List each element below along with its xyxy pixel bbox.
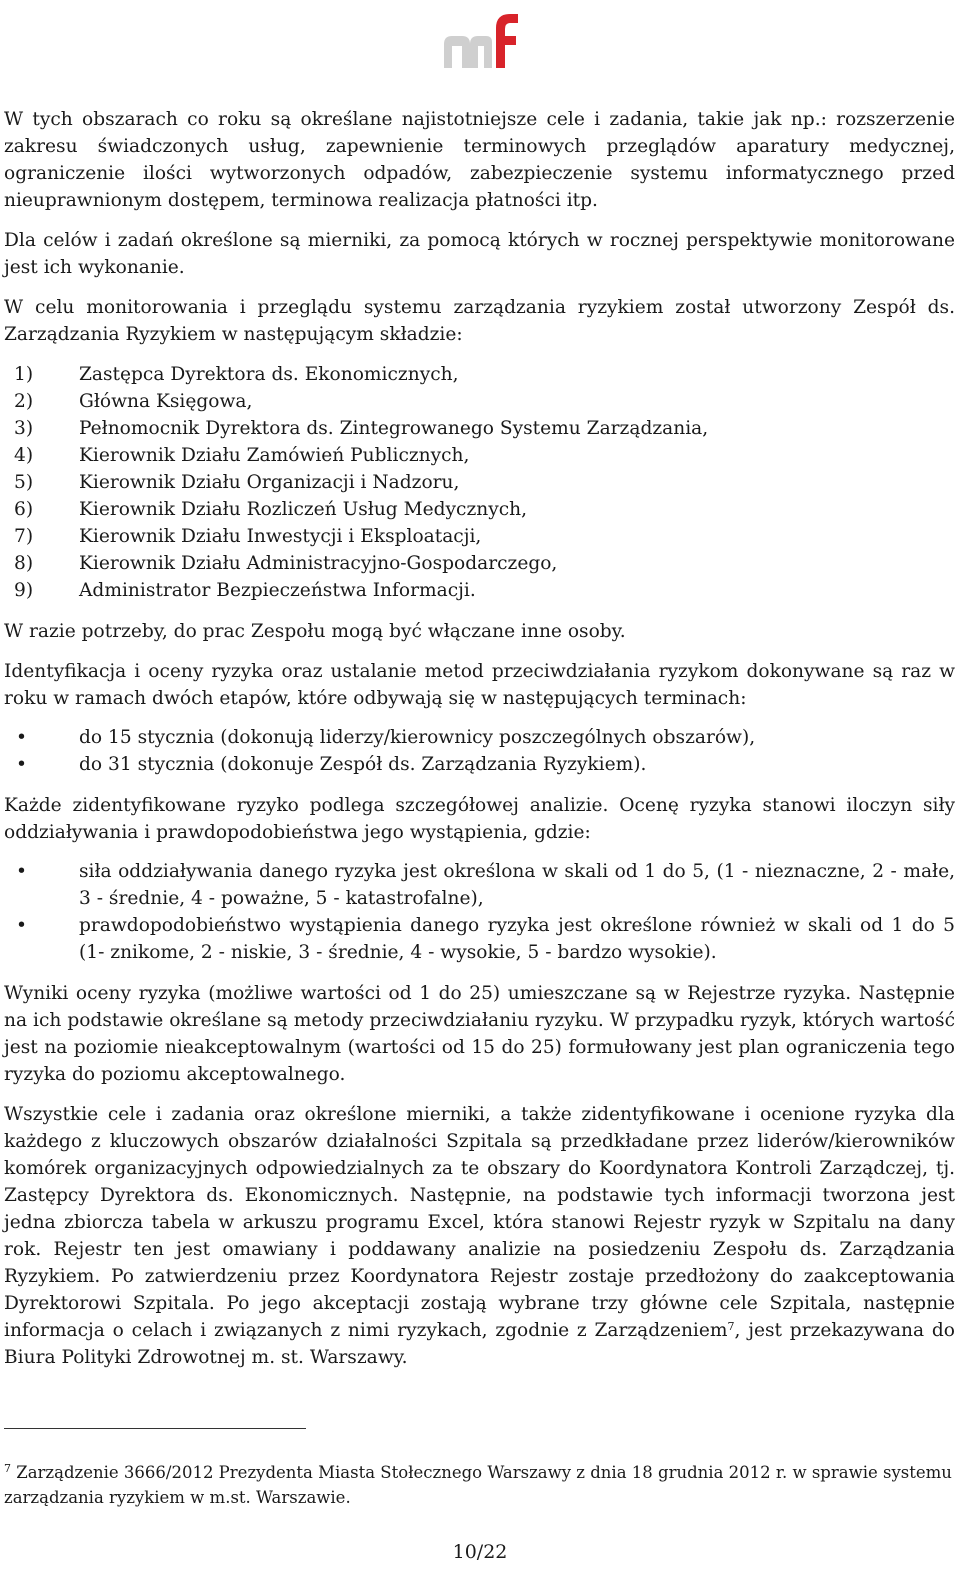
bullet-icon: • (16, 727, 27, 748)
paragraph: W razie potrzeby, do prac Zespołu mogą być włączane inne osoby. (4, 621, 626, 642)
list-item-text: siła oddziaływania danego ryzyka jest określona w skali od 1 do 5, (1 - nieznaczne, 2 - małe, 3 - średnie, 4 - poważne, 5 - katastrofalne), (79, 861, 955, 909)
list-item (4, 415, 955, 442)
footnote-reference[interactable]: 7 (727, 1320, 735, 1333)
list-number: 5) (14, 472, 34, 493)
list-item (4, 751, 955, 778)
list-item (4, 550, 955, 577)
mf-logo (440, 10, 522, 70)
list-item (4, 469, 955, 496)
paragraph: W celu monitorowania i przeglądu systemu zarządzania ryzykiem został utworzony Zespół ds. Zarządzania Ryzykiem w następującym składzie: (4, 297, 955, 345)
list-item-text: do 31 stycznia (dokonuje Zespół ds. Zarządzania Ryzykiem). (79, 754, 647, 775)
list-item (4, 361, 955, 388)
page-number: 10/22 (452, 1541, 508, 1563)
bullet-icon: • (16, 915, 27, 936)
team-members-list (4, 361, 955, 604)
list-item (4, 858, 955, 912)
list-item-text: Kierownik Działu Organizacji i Nadzoru, (79, 472, 460, 493)
paragraph: Identyfikacja i oceny ryzyka oraz ustalanie metod przeciwdziałania ryzykom dokonywane są raz w roku w ramach dwóch etapów, które odbywają się w następujących terminach: (4, 661, 955, 709)
list-item-text: do 15 stycznia (dokonują liderzy/kierownicy poszczególnych obszarów), (79, 727, 756, 748)
list-item (4, 388, 955, 415)
deadlines-list (4, 724, 955, 778)
list-item-text: Administrator Bezpieczeństwa Informacji. (79, 580, 476, 601)
list-item-text: Pełnomocnik Dyrektora ds. Zintegrowanego Systemu Zarządzania, (79, 418, 709, 439)
list-item-text: Kierownik Działu Rozliczeń Usług Medycznych, (79, 499, 528, 520)
list-number: 3) (14, 418, 34, 439)
list-number: 6) (14, 499, 34, 520)
list-number: 8) (14, 553, 34, 574)
footnote-mark: 7 (4, 1462, 11, 1475)
list-item (4, 724, 955, 751)
list-item-text: prawdopodobieństwo wystąpienia danego ryzyka jest określone również w skali od 1 do 5 (1- znikome, 2 - niskie, 3 - średnie, 4 - wysokie, 5 - bardzo wysokie). (79, 915, 955, 963)
paragraph: W tych obszarach co roku są określane najistotniejsze cele i zadania, takie jak np.: rozszerzenie zakresu świadczonych usług, zapewnienie terminowych przeglądów aparatury medycznej, ograniczenie ilości wytworzonych odpadów, zabezpieczenie systemu informatycznego przed nieuprawnionym dostępem, terminowa realizacja płatności itp. (4, 109, 955, 211)
scales-list (4, 858, 955, 966)
list-number: 4) (14, 445, 34, 466)
list-item-text: Kierownik Działu Zamówień Publicznych, (79, 445, 470, 466)
list-item (4, 577, 955, 604)
list-number: 2) (14, 391, 34, 412)
footnote-separator (4, 1428, 306, 1429)
list-item-text: Zastępca Dyrektora ds. Ekonomicznych, (79, 364, 459, 385)
list-item-text: Kierownik Działu Administracyjno-Gospodarczego, (79, 553, 558, 574)
list-item-text: Główna Księgowa, (79, 391, 253, 412)
list-item (4, 496, 955, 523)
document-body (4, 106, 955, 1384)
list-item (4, 442, 955, 469)
paragraph: Dla celów i zadań określone są mierniki, za pomocą których w rocznej perspektywie monitorowane jest ich wykonanie. (4, 230, 955, 278)
list-item (4, 912, 955, 966)
list-number: 1) (14, 364, 34, 385)
list-number: 7) (14, 526, 34, 547)
paragraph-text: Wszystkie cele i zadania oraz określone mierniki, a także zidentyfikowane i ocenione ryzyka dla każdego z kluczowych obszarów działalności Szpitala są przedkładane przez liderów/kierowników komórek organizacyjnych odpowiedzialnych za te obszary do Koordynatora Kontroli Zarządczej, tj. Zastępcy Dyrektora ds. Ekonomicznych. Następnie, na podstawie tych informacji tworzona jest jedna zbiorcza tabela w arkuszu programu Excel, która stanowi Rejestr ryzyk w Szpitalu na dany rok. Rejestr ten jest omawiany i poddawany analizie na posiedzeniu Zespołu ds. Zarządzania Ryzykiem. Po zatwierdzeniu przez Koordynatora Rejestr zostaje przedłożony do zaakceptowania Dyrektorowi Szpitala. Po jego akceptacji zostają wybrane trzy główne cele Szpitala, następnie informacja o celach i związanych z nimi ryzykach, zgodnie z Zarządzeniem (4, 1104, 955, 1341)
footnote (4, 1460, 955, 1510)
list-item-text: Kierownik Działu Inwestycji i Eksploatacji, (79, 526, 482, 547)
paragraph: Każde zidentyfikowane ryzyko podlega szczegółowej analizie. Ocenę ryzyka stanowi iloczyn siły oddziaływania i prawdopodobieństwa jego wystąpienia, gdzie: (4, 795, 955, 843)
paragraph-text-end: , jest przekazywana do Biura Polityki Zdrowotnej m. st. Warszawy. (4, 1320, 956, 1368)
bullet-icon: • (16, 754, 27, 775)
list-item (4, 523, 955, 550)
list-number: 9) (14, 580, 34, 601)
paragraph: Wyniki oceny ryzyka (możliwe wartości od 1 do 25) umieszczane są w Rejestrze ryzyka. Następnie na ich podstawie określane są metody przeciwdziałaniu ryzyku. W przypadku ryzyk, których wartość jest na poziomie nieakceptowalnym (wartości od 15 do 25) formułowany jest plan ograniczenia tego ryzyka do poziomu akceptowalnego. (4, 983, 955, 1085)
paragraph (4, 1101, 955, 1371)
footnote-text: Zarządzenie 3666/2012 Prezydenta Miasta Stołecznego Warszawy z dnia 18 grudnia 2012 r. w sprawie systemu zarządzania ryzykiem w m.st. Warszawie. (4, 1463, 952, 1507)
bullet-icon: • (16, 861, 27, 882)
